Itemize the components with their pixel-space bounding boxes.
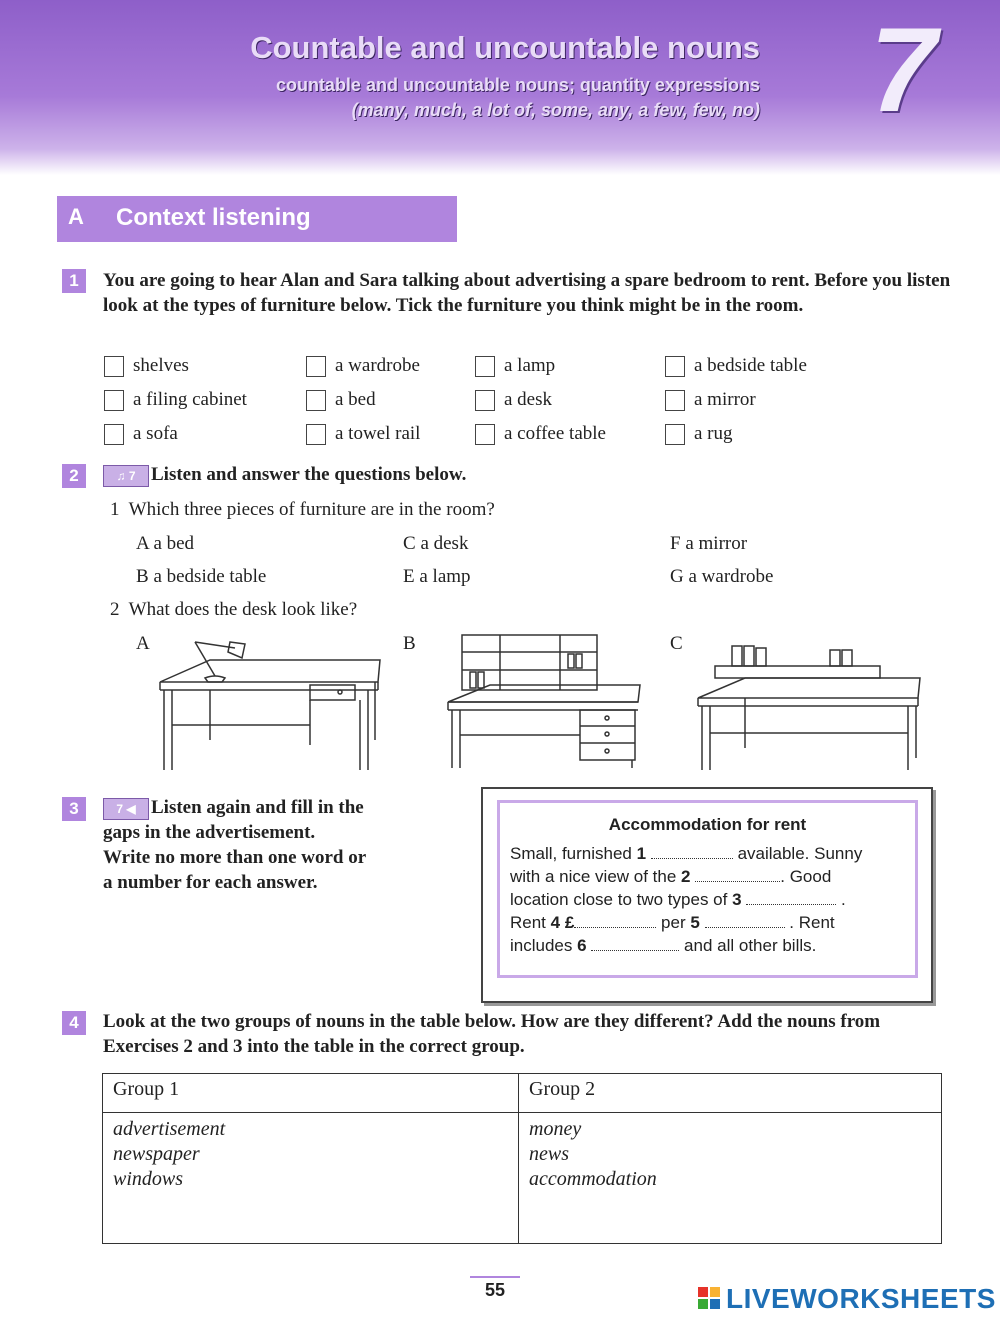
ad-text: available. Sunny xyxy=(737,844,863,863)
noun-item: accommodation xyxy=(529,1168,657,1190)
answer-letter: G xyxy=(670,566,684,587)
ad-text: . Rent xyxy=(789,913,835,932)
ad-line-5 xyxy=(510,935,816,957)
liveworksheets-logo-icon xyxy=(698,1287,720,1309)
exercise-3-instruction xyxy=(103,795,463,895)
instruction-line: Listen again and fill in the xyxy=(151,797,364,818)
group-2-header: Group 2 xyxy=(519,1074,942,1113)
checkbox[interactable] xyxy=(665,390,685,411)
gap-3-input[interactable] xyxy=(746,904,836,905)
ad-text: includes xyxy=(510,936,573,955)
gap-number: 4 £ xyxy=(550,913,575,932)
exercise-2-instruction-row xyxy=(103,462,803,487)
question-number: 2 xyxy=(110,599,120,620)
chapter-subtitle: countable and uncountable nouns; quantity expressions xyxy=(275,75,760,95)
question-1 xyxy=(110,498,495,522)
noun-groups-table xyxy=(102,1073,942,1244)
ad-text: . xyxy=(841,890,846,909)
gap-number: 3 xyxy=(732,890,742,909)
question-text: What does the desk look like? xyxy=(128,599,358,620)
audio-track-badge[interactable]: ♫ 7 xyxy=(103,465,149,487)
option-mirror[interactable] xyxy=(665,388,756,412)
gap-number: 5 xyxy=(690,913,700,932)
checkbox[interactable] xyxy=(475,424,495,445)
option-label: a lamp xyxy=(504,355,556,376)
option-filing-cabinet[interactable] xyxy=(104,388,247,412)
answer-letter: A xyxy=(136,533,149,554)
gap-number: 1 xyxy=(636,844,647,863)
exercise-3-number: 3 xyxy=(62,797,86,821)
exercise-2-instruction: Listen and answer the questions below. xyxy=(151,464,467,485)
chapter-title: Countable and uncountable nouns xyxy=(250,30,760,65)
option-towel-rail[interactable] xyxy=(306,422,420,446)
option-sofa[interactable] xyxy=(104,422,178,446)
question-number: 1 xyxy=(110,499,120,520)
checkbox[interactable] xyxy=(104,390,124,411)
liveworksheets-brand[interactable]: LIVEWORKSHEETS xyxy=(726,1283,996,1314)
answer-letter: B xyxy=(136,566,149,587)
instruction-line: gaps in the advertisement. xyxy=(103,822,316,843)
answer-option-a[interactable] xyxy=(136,532,194,556)
option-label: a wardrobe xyxy=(335,355,420,376)
ad-text: Small, furnished xyxy=(510,844,632,863)
ad-text: location close to two types of xyxy=(510,890,728,909)
gap-2-input[interactable] xyxy=(695,881,780,882)
group-1-header: Group 1 xyxy=(103,1074,519,1113)
gap-number: 2 xyxy=(681,867,691,886)
option-coffee-table[interactable] xyxy=(475,422,606,446)
chapter-subtitle-quantity-expressions: (many, much, a lot of, some, any, a few, few, no) xyxy=(351,100,760,120)
track-number: 7 xyxy=(116,801,124,816)
noun-item: newspaper xyxy=(113,1143,200,1165)
exercise-4-number: 4 xyxy=(62,1011,86,1035)
ad-text: Rent xyxy=(510,913,546,932)
ad-text: with a nice view of the xyxy=(510,867,677,886)
option-bed[interactable] xyxy=(306,388,376,412)
option-rug[interactable] xyxy=(665,422,733,446)
answer-text: a lamp xyxy=(419,566,471,587)
checkbox[interactable] xyxy=(665,356,685,377)
option-label: a rug xyxy=(694,423,733,444)
option-label: a filing cabinet xyxy=(133,389,247,410)
answer-text: a bedside table xyxy=(153,566,267,587)
checkbox[interactable] xyxy=(306,390,326,411)
answer-text: a bed xyxy=(153,533,195,554)
ad-line-2 xyxy=(510,866,831,888)
unit-number: 7 xyxy=(870,3,937,137)
ad-line-4 xyxy=(510,912,835,934)
track-number: 7 xyxy=(128,468,136,483)
noun-item: news xyxy=(529,1143,569,1165)
checkbox[interactable] xyxy=(475,390,495,411)
option-label: a sofa xyxy=(133,423,178,444)
noun-item: advertisement xyxy=(113,1118,226,1140)
desk-picture-b[interactable] xyxy=(440,630,650,775)
ad-text: per xyxy=(661,913,686,932)
advertisement-title: Accommodation for rent xyxy=(608,815,807,834)
gap-1-input[interactable] xyxy=(651,858,733,859)
noun-item: windows xyxy=(113,1168,184,1190)
answer-option-g[interactable] xyxy=(670,565,773,589)
option-label: a bedside table xyxy=(694,355,807,376)
question-text: Which three pieces of furniture are in the room? xyxy=(128,499,495,520)
option-label: a desk xyxy=(504,389,553,410)
gap-number: 6 xyxy=(577,936,587,955)
group-1-cell[interactable] xyxy=(103,1113,519,1244)
desk-picture-a[interactable] xyxy=(150,630,390,775)
instruction-line: Write no more than one word or xyxy=(103,847,367,868)
noun-item: money xyxy=(529,1118,582,1140)
audio-track-badge[interactable]: 7 ◀ xyxy=(103,798,149,820)
answer-option-f[interactable] xyxy=(670,532,747,556)
section-title: Context listening xyxy=(116,204,311,231)
option-wardrobe[interactable] xyxy=(306,354,420,378)
answer-text: a mirror xyxy=(685,533,748,554)
gap-5-input[interactable] xyxy=(705,927,785,928)
page-number: 55 xyxy=(470,1276,520,1301)
group-2-cell[interactable] xyxy=(519,1113,942,1244)
option-lamp[interactable] xyxy=(475,354,555,378)
gap-6-input[interactable] xyxy=(591,950,679,951)
exercise-1-instruction: You are going to hear Alan and Sara talking about advertising a spare bedroom to rent. Before you listen look at the types of furniture below. Tick the furniture you think might be in the room. xyxy=(103,270,951,316)
option-label: a coffee table xyxy=(504,423,606,444)
checkbox[interactable] xyxy=(306,424,326,445)
answer-text: a desk xyxy=(420,533,469,554)
exercise-2-number: 2 xyxy=(62,464,86,488)
exercise-1-number: 1 xyxy=(62,269,86,293)
answer-option-e[interactable] xyxy=(403,565,471,589)
section-letter: A xyxy=(68,204,84,229)
answer-letter: F xyxy=(670,533,681,554)
answer-option-b[interactable] xyxy=(136,565,266,589)
exercise-4-instruction: Look at the two groups of nouns in the table below. How are they different? Add the nouns from Exercises 2 and 3 into the table in the correct group. xyxy=(103,1011,881,1057)
ad-line-1 xyxy=(510,843,862,865)
option-label: a towel rail xyxy=(335,423,421,444)
gap-4-input[interactable] xyxy=(574,927,656,928)
instruction-line: a number for each answer. xyxy=(103,872,318,893)
answer-letter: E xyxy=(403,566,415,587)
checkbox[interactable] xyxy=(665,424,685,445)
ad-text: and all other bills. xyxy=(684,936,817,955)
desk-picture-c[interactable] xyxy=(690,638,930,776)
picture-label-b: B xyxy=(403,633,416,654)
checkbox[interactable] xyxy=(475,356,495,377)
checkbox[interactable] xyxy=(104,356,124,377)
question-2 xyxy=(110,598,357,622)
option-desk[interactable] xyxy=(475,388,552,412)
advertisement-inner xyxy=(497,800,918,978)
ad-line-3 xyxy=(510,889,846,911)
answer-option-c[interactable] xyxy=(403,532,468,556)
option-shelves[interactable] xyxy=(104,354,189,378)
picture-label-c: C xyxy=(670,633,683,654)
option-label: a mirror xyxy=(694,389,756,410)
option-label: shelves xyxy=(133,355,189,376)
picture-label-a: A xyxy=(136,633,150,654)
answer-letter: C xyxy=(403,533,416,554)
option-bedside-table[interactable] xyxy=(665,354,807,378)
checkbox[interactable] xyxy=(306,356,326,377)
ad-text: . Good xyxy=(780,867,832,886)
option-label: a bed xyxy=(335,389,376,410)
answer-text: a wardrobe xyxy=(688,566,774,587)
checkbox[interactable] xyxy=(104,424,124,445)
